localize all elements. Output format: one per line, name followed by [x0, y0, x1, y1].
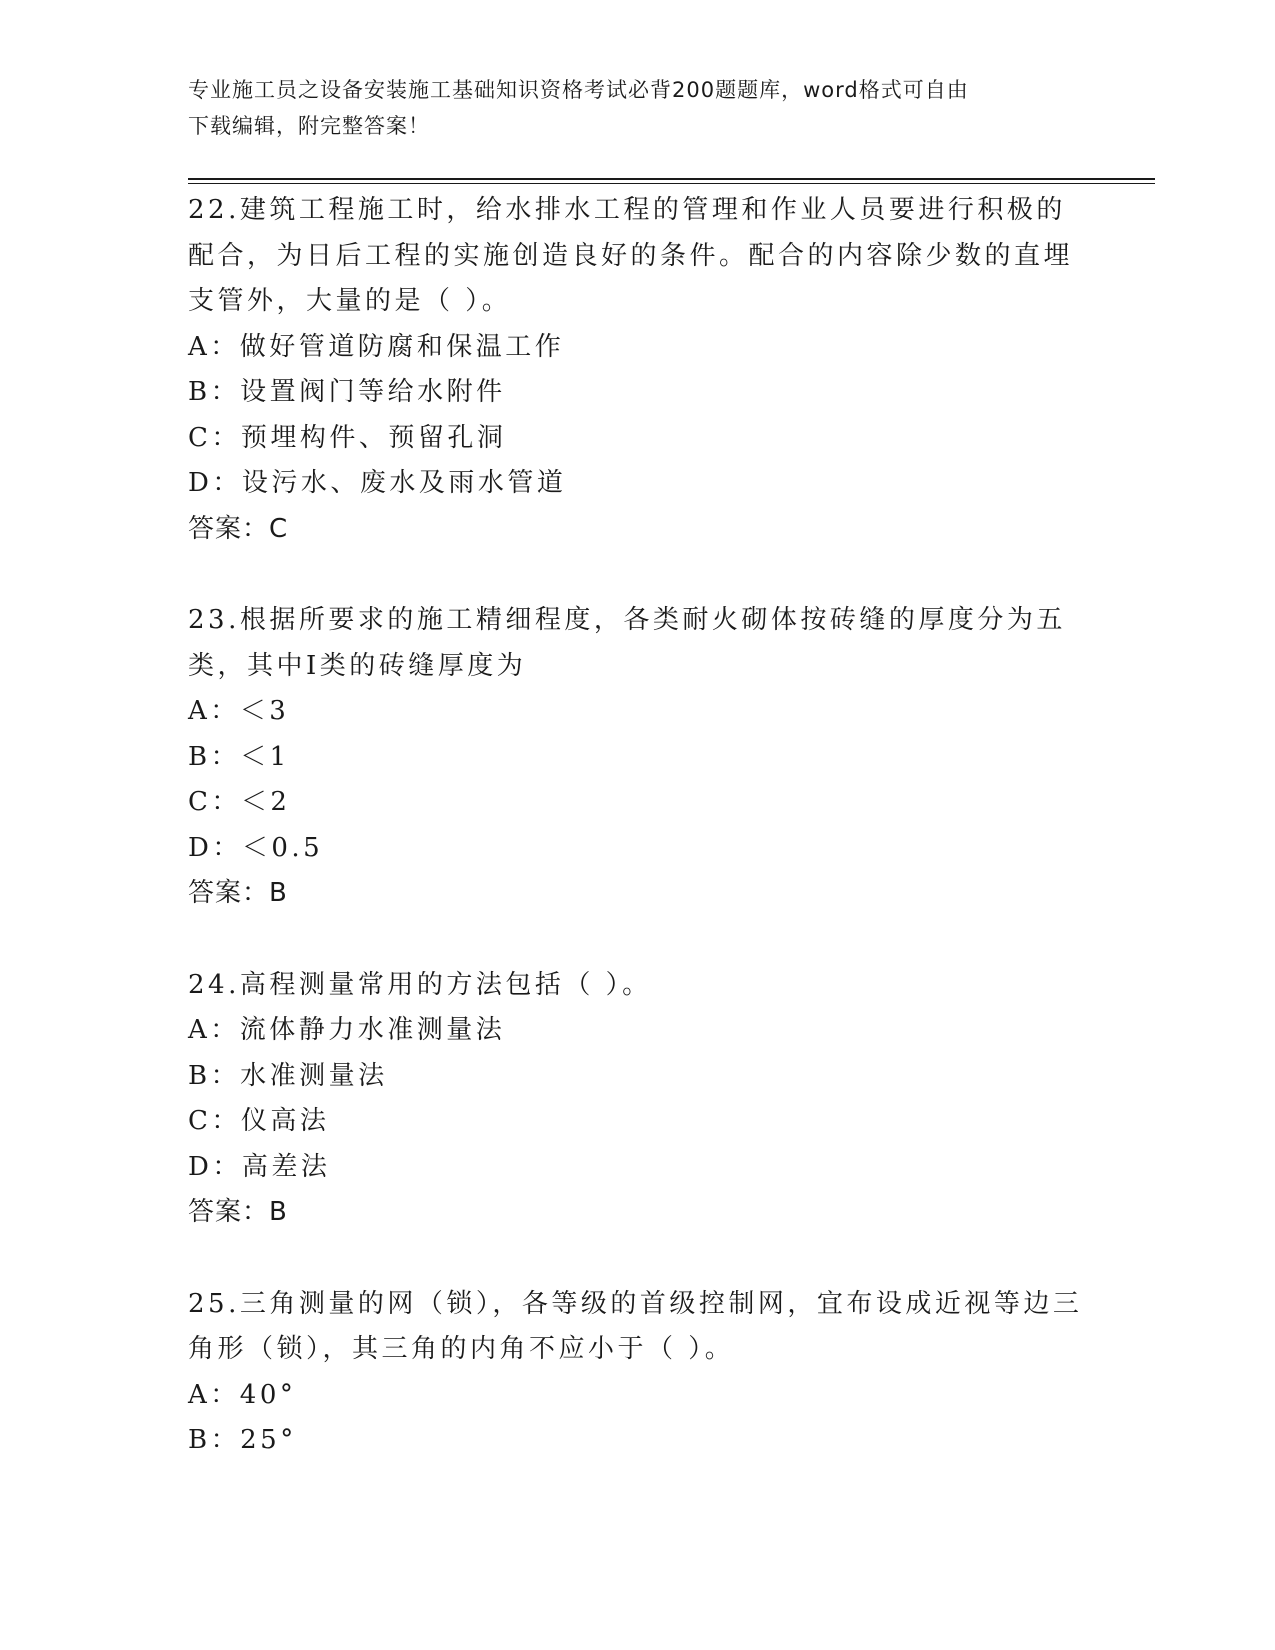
question-stem: 24.高程测量常用的方法包括（ ）。 [188, 969, 652, 1000]
option-a: A：40° [188, 1379, 297, 1410]
option-a: A：＜3 [188, 696, 290, 726]
option-c: C：预埋构件、预留孔洞 [188, 422, 507, 453]
question-stem: 25.三角测量的网（锁），各等级的首级控制网，宜布设成近视等边三角形（锁），其三角的内角不应小于（ ）。 [188, 1288, 1083, 1364]
question-stem: 22.建筑工程施工时，给水排水工程的管理和作业人员要进行积极的配合，为日后工程的实施创造良好的条件。配合的内容除少数的直埋支管外，大量的是（ ）。 [188, 195, 1074, 316]
option-b: B：25° [188, 1425, 297, 1455]
question-list [188, 188, 1088, 1510]
option-d: D：＜0.5 [188, 832, 324, 863]
question-stem: 23.根据所要求的施工精细程度，各类耐火砌体按砖缝的厚度分为五类，其中Ⅰ类的砖缝厚度为 [188, 605, 1066, 681]
option-b: B：＜1 [188, 741, 290, 772]
question-23 [188, 598, 1088, 917]
answer-line: 答案：B [188, 878, 288, 908]
option-c: C：＜2 [188, 787, 291, 817]
option-d: D：设污水、废水及雨水管道 [188, 468, 567, 498]
question-25 [188, 1282, 1088, 1464]
option-a: A：做好管道防腐和保温工作 [188, 331, 565, 362]
option-d: D：高差法 [188, 1151, 331, 1182]
answer-line: 答案：C [188, 513, 289, 544]
answer-line: 答案：B [188, 1197, 288, 1227]
document-header [188, 72, 1088, 144]
option-b: B：水准测量法 [188, 1060, 388, 1091]
header-title-line-2: 下载编辑，附完整答案！ [188, 114, 430, 138]
header-divider-thin [188, 183, 1155, 184]
option-a: A：流体静力水准测量法 [188, 1015, 506, 1045]
option-c: C：仪高法 [188, 1106, 330, 1136]
question-24 [188, 963, 1088, 1236]
option-b: B：设置阀门等给水附件 [188, 377, 506, 407]
header-title-line-1: 专业施工员之设备安装施工基础知识资格考试必背200题题库，word格式可自由 [188, 78, 969, 102]
header-divider [188, 178, 1155, 180]
question-22 [188, 188, 1088, 552]
